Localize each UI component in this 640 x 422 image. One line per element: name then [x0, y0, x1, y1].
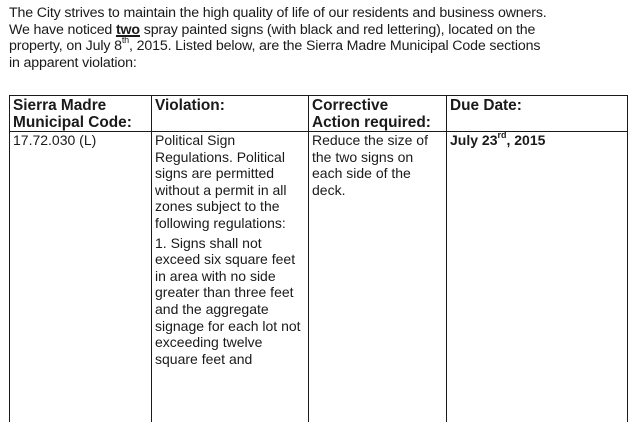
emphasized-count: two	[115, 21, 140, 38]
header-corrective-action	[309, 96, 447, 132]
header-due-date: Due Date:	[447, 96, 628, 132]
intro-line-4: in apparent violation:	[9, 54, 137, 71]
header-municipal-code	[10, 96, 152, 132]
violations-table	[9, 95, 628, 422]
due-date-end: , 2015	[506, 132, 546, 148]
cell-violation	[152, 132, 309, 422]
ordinal-suffix: th	[121, 35, 130, 46]
header-violation: Violation:	[152, 96, 309, 132]
cell-corrective-action: Reduce the size of the two signs on each side of the deck.	[309, 132, 447, 422]
intro-line-3-start: property, on July 8	[9, 38, 122, 55]
table-header-row	[10, 96, 628, 132]
intro-line-3-end: , 2015. Listed below, are the Sierra Madre Municipal Code sections	[129, 38, 541, 55]
header-corrective-line-2: Action required:	[312, 114, 431, 131]
intro-line-2-end: spray painted signs (with black and red lettering), located on the	[139, 21, 536, 38]
header-municipal-code-line-2: Municipal Code:	[13, 114, 132, 131]
due-date-start: July 23	[450, 132, 498, 148]
due-date-ordinal: rd	[497, 130, 507, 141]
due-date-value	[450, 132, 545, 148]
header-municipal-code-line-1: Sierra Madre	[13, 97, 107, 114]
intro-paragraph	[9, 5, 634, 71]
intro-line-3	[9, 35, 634, 55]
intro-line-2	[9, 22, 634, 39]
cell-due-date	[447, 132, 628, 422]
header-corrective-line-1: Corrective	[312, 97, 389, 114]
violation-description: Political Sign Regulations. Political signs are permitted without a permit in all zones subject to the following regulations:	[155, 132, 287, 231]
table-row	[10, 132, 628, 422]
intro-line-1: The City strives to maintain the high quality of life of our residents and business owners.	[9, 5, 547, 21]
violation-rule-1: 1. Signs shall not exceed six square feet in area with no side greater than three feet and the aggregate signage for each lot not exceeding twelve square feet and	[155, 234, 301, 367]
intro-line-2-start: We have noticed	[9, 21, 116, 38]
cell-municipal-code: 17.72.030 (L)	[10, 132, 152, 422]
